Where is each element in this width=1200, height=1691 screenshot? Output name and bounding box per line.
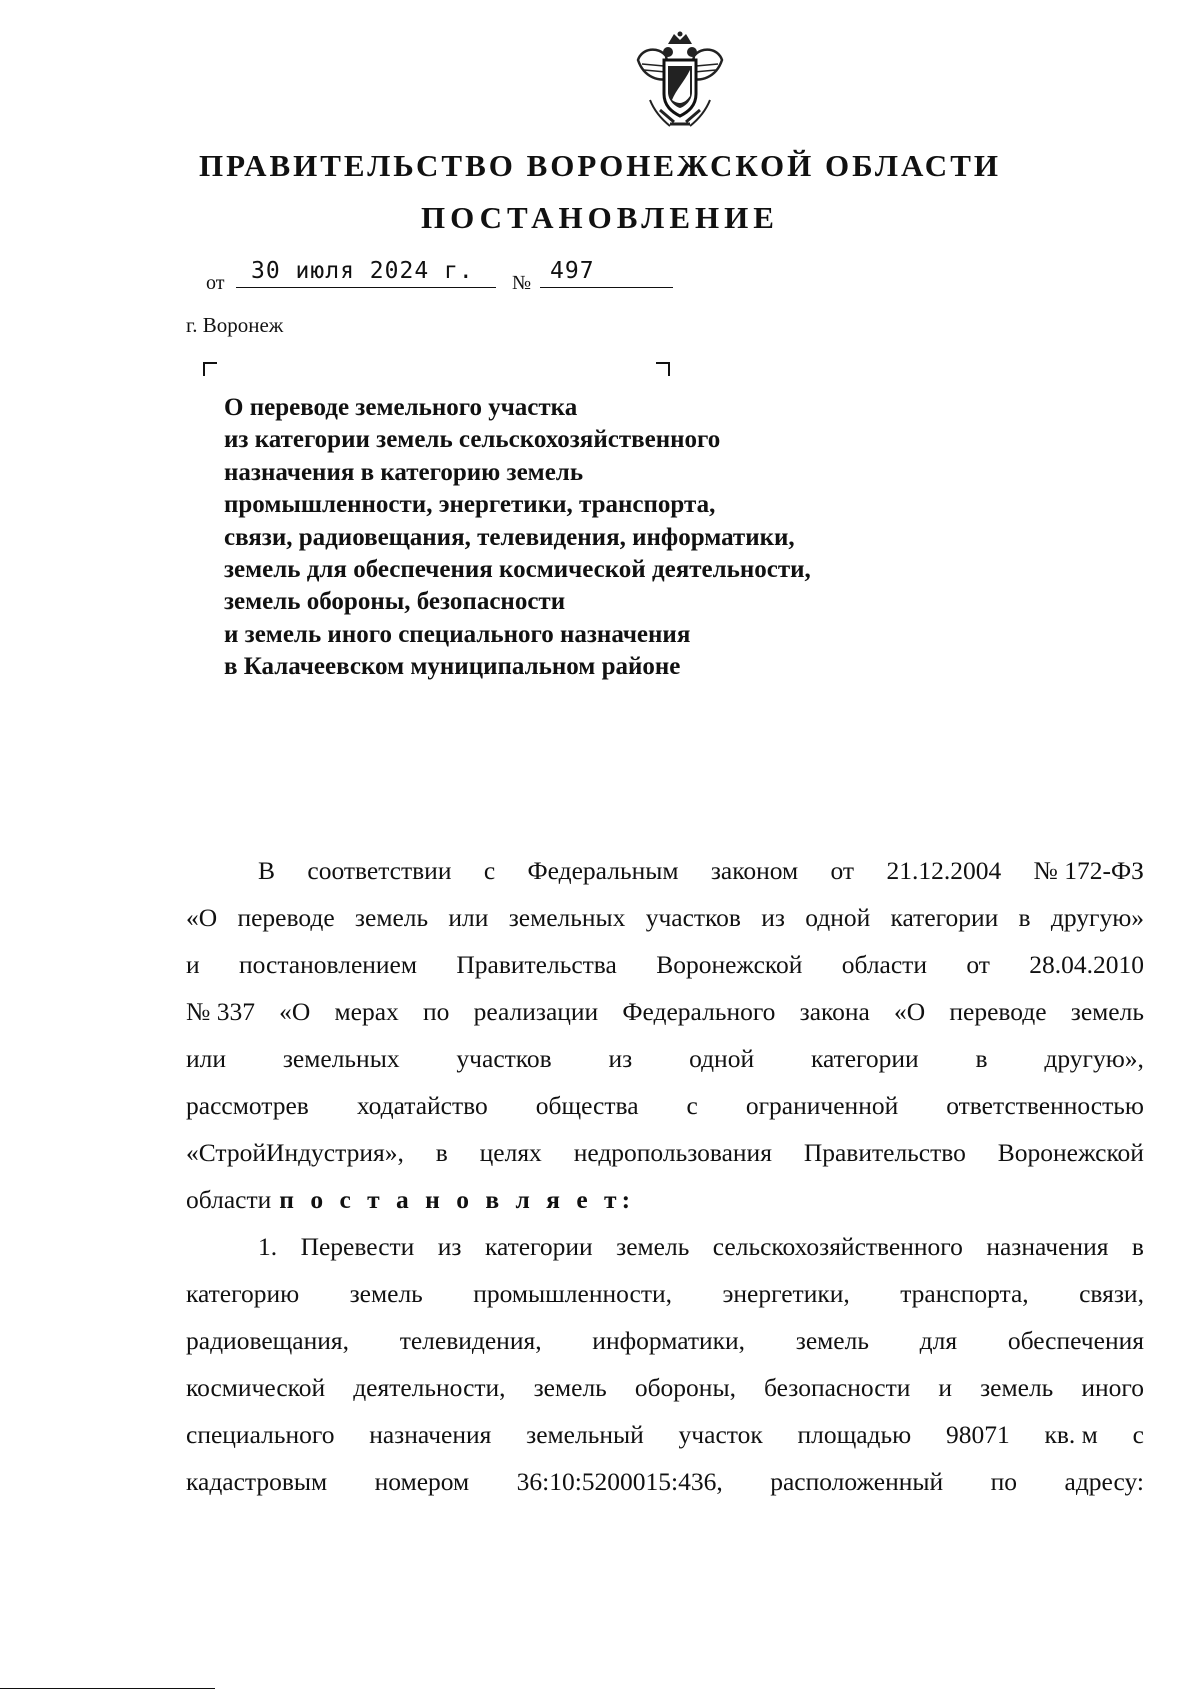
title-line: связи, радиовещания, телевидения, информатики, [224,523,795,551]
body-line [186,1373,1144,1403]
title-line: земель обороны, безопасности [224,588,566,616]
word: участков [645,903,741,932]
word: информатики, [592,1326,746,1355]
word: области [186,1185,272,1214]
date-value: 30 июля 2024 г. [251,258,474,284]
word: ответственностью [946,1091,1144,1120]
word: земель [795,1326,869,1355]
word: земель [1070,997,1144,1026]
word: номером [374,1467,470,1496]
word: безопасности [764,1373,911,1402]
word: категорию [186,1279,300,1308]
word: 98071 [945,1420,1010,1449]
word: участков [456,1044,552,1073]
body-line [186,1467,1144,1497]
word: Федеральным [527,856,679,885]
word: космической [186,1373,326,1402]
word: «СтройИндустрия», [186,1138,404,1167]
word: специального [186,1420,335,1449]
word: целях [479,1138,542,1167]
word: от [830,856,855,885]
word: с [483,856,496,885]
word: недропользования [573,1138,772,1167]
word: 28.04.2010 [1029,950,1144,979]
number-prefix: № [512,272,532,294]
word: 1. [258,1232,278,1261]
word: назначения [986,1232,1109,1261]
word: связи, [1079,1279,1144,1308]
word: Правительства [456,950,617,979]
body-line [258,856,1144,886]
word: 21.12.2004 [886,856,1002,885]
word: земельных [282,1044,400,1073]
word: по [990,1467,1018,1496]
word: для [919,1326,958,1355]
word: промышленности, [473,1279,673,1308]
resolves-word: п о с т а н о в л я е т: [279,1185,636,1214]
word: «О [186,903,218,932]
word: соответствии [307,856,452,885]
word: адресу: [1064,1467,1144,1496]
word: другую», [1044,1044,1144,1073]
title-line: из категории земель сельскохозяйственного [224,426,721,454]
word: переводе [949,997,1047,1026]
word: с [1132,1420,1144,1449]
word: категории [810,1044,919,1073]
word: земель [980,1373,1054,1402]
body-line [186,1091,1144,1121]
footnote-rule [0,1688,215,1689]
body-line [186,1326,1144,1356]
word: энергетики, [722,1279,850,1308]
word: Правительство [803,1138,966,1167]
word: назначения [369,1420,492,1449]
word: В [258,856,276,885]
coat-of-arms-icon [630,30,730,134]
word: в [435,1138,448,1167]
word: кв. м [1044,1420,1098,1449]
word: из [608,1044,633,1073]
word: земель [533,1373,607,1402]
word: области [841,950,927,979]
word: «О [894,997,926,1026]
title-corner-right [656,362,670,376]
body-line [186,903,1144,933]
word: расположенный [770,1467,944,1496]
word: обеспечения [1007,1326,1144,1355]
document-type: ПОСТАНОВЛЕНИЕ [421,200,779,235]
word: земельный [526,1420,644,1449]
word: Перевести [300,1232,415,1261]
word: деятельности, [353,1373,506,1402]
body-line [186,1185,1144,1215]
number-underline [540,287,673,288]
word: ходатайство [356,1091,488,1120]
word: или [448,903,489,932]
word: транспорта, [900,1279,1029,1308]
word: сельскохозяйственного [712,1232,963,1261]
word: одной [689,1044,755,1073]
city: г. Воронеж [186,313,284,337]
word: № 337 [186,997,255,1026]
word: Воронежской [997,1138,1144,1167]
date-underline [236,287,496,288]
word: кадастровым [186,1467,328,1496]
word: другую» [1050,903,1144,932]
word: в [1131,1232,1144,1261]
title-corner-left [203,362,217,376]
word: закона [799,997,870,1026]
word: категории [890,903,999,932]
word: телевидения, [399,1326,542,1355]
word: земель [616,1232,690,1261]
word: с [686,1091,698,1120]
word: в [1018,903,1031,932]
title-line: в Калачеевском муниципальном районе [224,653,681,681]
body-line [186,1420,1144,1450]
word: мерах [334,997,399,1026]
word: и [938,1373,953,1402]
word: обороны, [634,1373,736,1402]
body-line [186,1279,1144,1309]
word: земель [349,1279,423,1308]
title-line: земель для обеспечения космической деятельности, [224,556,811,584]
word: реализации [473,997,599,1026]
word: одной [805,903,871,932]
number-value: 497 [550,258,595,284]
body-line [186,1138,1144,1168]
word: категории [484,1232,593,1261]
word: Воронежской [656,950,803,979]
word: и [186,950,200,979]
word: иного [1081,1373,1144,1402]
organization-name: ПРАВИТЕЛЬСТВО ВОРОНЕЖСКОЙ ОБЛАСТИ [199,148,1001,183]
word: по [422,997,450,1026]
title-line: промышленности, энергетики, транспорта, [224,491,716,519]
word: от [966,950,990,979]
word: «О [279,997,311,1026]
word: 36:10:5200015:436, [516,1467,723,1496]
word: или [186,1044,227,1073]
word: постановлением [239,950,418,979]
body-line [186,997,1144,1027]
word: площадью [797,1420,912,1449]
word: переводе [237,903,335,932]
word: из [761,903,785,932]
word: ограниченной [745,1091,899,1120]
word: № 172-ФЗ [1033,856,1144,885]
word: участок [678,1420,763,1449]
body-line [186,950,1144,980]
word: законом [710,856,799,885]
document-title [224,392,811,684]
title-line: О переводе земельного участка [224,394,578,421]
date-prefix: от [206,272,225,294]
word: радиовещания, [186,1326,349,1355]
title-line: и земель иного специального назначения [224,620,691,648]
word: общества [535,1091,639,1120]
body-line [186,1044,1144,1074]
word: из [437,1232,462,1261]
word: земель [354,903,429,932]
word: Федерального [622,997,776,1026]
word: в [975,1044,988,1073]
title-line: назначения в категорию земель [224,458,584,486]
word: рассмотрев [186,1091,309,1120]
body-line [258,1232,1144,1262]
word: земельных [508,903,626,932]
